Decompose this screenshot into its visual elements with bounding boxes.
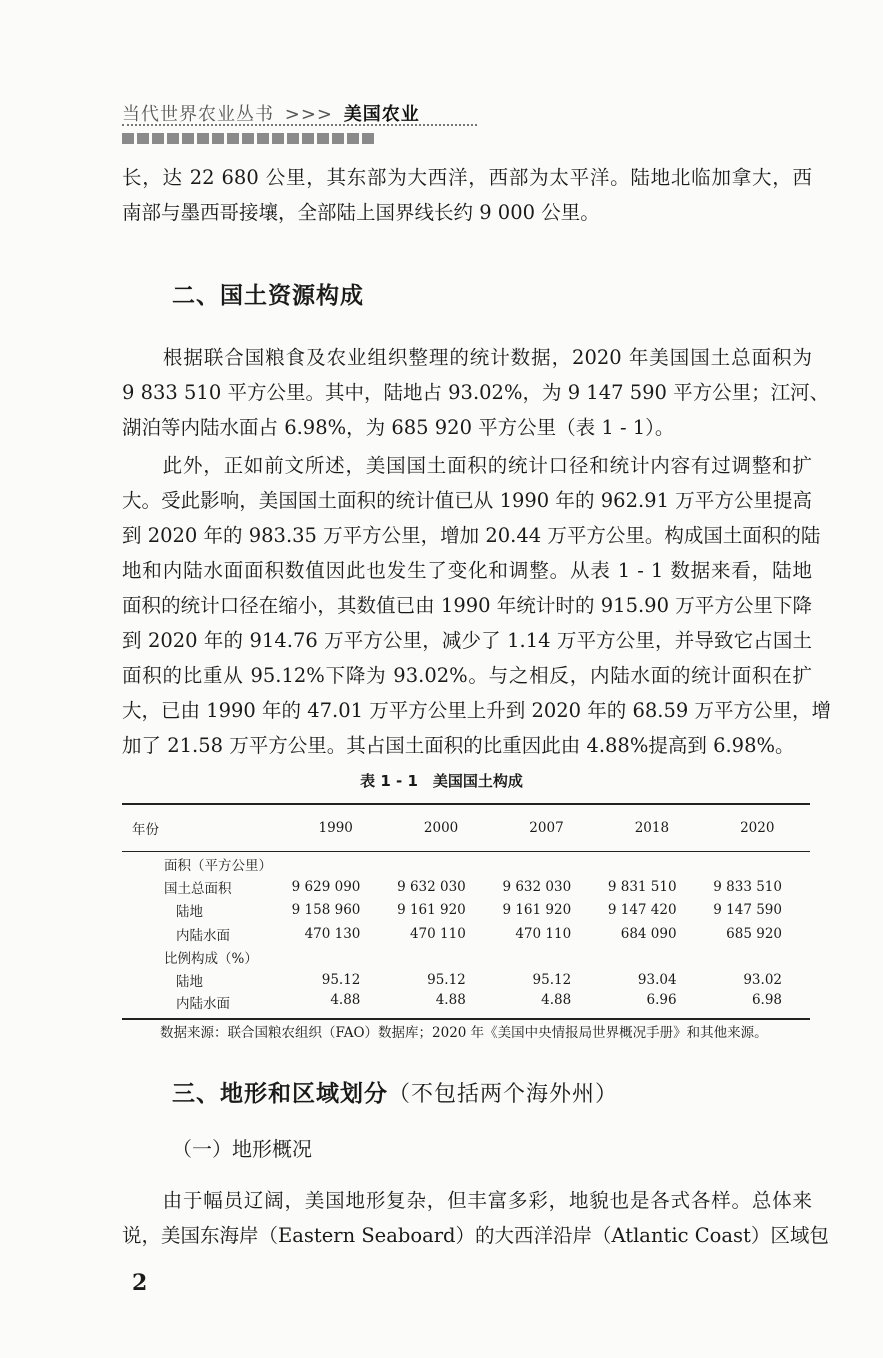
paragraph-3 xyxy=(122,448,831,763)
table-cell xyxy=(494,852,599,876)
table-row xyxy=(122,875,810,898)
table-header-row xyxy=(122,804,810,852)
column-header: 2000 xyxy=(388,804,493,852)
table-cell xyxy=(388,852,493,876)
table-cell: 4.88 xyxy=(283,992,388,1019)
text-line: 大。受此影响，美国国土面积的统计值已从 1990 年的 962.91 万平方公里提高 xyxy=(122,489,812,512)
table-cell: 9 629 090 xyxy=(291,878,361,895)
row-label: 陆地 xyxy=(176,904,203,921)
table-cell: 684 090 xyxy=(620,925,677,942)
text-line: 此外，正如前文所述，美国国土面积的统计口径和统计内容有过调整和扩 xyxy=(122,454,812,477)
table-cell: 93.02 xyxy=(743,972,782,989)
paragraph-1 xyxy=(122,160,812,230)
book-title: 美国农业 xyxy=(343,104,420,125)
land-composition-table xyxy=(122,803,810,1020)
table-cell xyxy=(494,945,599,968)
header-dotted-rule xyxy=(122,124,477,126)
table-cell: 6.96 xyxy=(599,992,704,1019)
table-source-note: 数据来源：联合国粮农组织（FAO）数据库；2020 年《美国中央情报局世界概况手册》和其他来源。 xyxy=(160,1025,768,1041)
text-line: 由于幅员辽阔，美国地形复杂，但丰富多彩，地貌也是各式各样。总体来 xyxy=(122,1189,812,1212)
table-cell xyxy=(705,852,810,876)
table-cell xyxy=(283,852,388,876)
table-cell: 685 920 xyxy=(726,925,782,942)
section-heading-note: （不包括两个海外州） xyxy=(388,1082,619,1107)
table-cell: 6.98 xyxy=(705,992,810,1019)
text-line: 说，美国东海岸（Eastern Seaboard）的大西洋沿岸（Atlantic Coast）区域包 xyxy=(122,1224,829,1247)
page-number: 2 xyxy=(132,1270,148,1296)
section-heading: 二、国土资源构成 xyxy=(172,283,364,309)
text-line: 长，达 22 680 公里，其东部为大西洋，西部为太平洋。陆地北临加拿大，西 xyxy=(122,166,812,189)
table-row xyxy=(122,945,810,968)
text-line: 到 2020 年的 914.76 万平方公里，减少了 1.14 万平方公里，并导致它占国土 xyxy=(122,629,812,652)
table-cell: 9 147 590 xyxy=(713,902,782,919)
table-cell: 95.12 xyxy=(532,972,572,989)
breadcrumb-separator: >>> xyxy=(284,104,333,125)
text-line: 湖泊等内陆水面占 6.98%，为 685 920 平方公里（表 1 - 1）。 xyxy=(122,416,675,439)
table-cell: 9 632 030 xyxy=(502,878,572,895)
text-line: 9 833 510 平方公里。其中，陆地占 93.02%，为 9 147 590 平方公里；江河、 xyxy=(122,381,830,404)
running-head xyxy=(122,100,420,126)
row-label: 内陆水面 xyxy=(176,927,230,944)
table-cell: 95.12 xyxy=(321,972,361,989)
text-line: 大，已由 1990 年的 47.01 万平方公里上升到 2020 年的 68.59 万平方公里，增 xyxy=(122,699,831,722)
table-cell: 9 833 510 xyxy=(713,878,782,895)
text-line: 地和内陆水面面积数值因此也发生了变化和调整。从表 1 - 1 数据来看，陆地 xyxy=(122,559,812,582)
table-cell: 95.12 xyxy=(427,972,466,989)
row-label: 面积（平方公里） xyxy=(164,857,272,874)
table-row xyxy=(122,968,810,991)
section-heading xyxy=(172,1075,618,1108)
table-cell: 4.88 xyxy=(494,992,599,1019)
table-cell: 9 831 510 xyxy=(607,878,677,895)
table-row xyxy=(122,992,810,1019)
table-cell: 9 632 030 xyxy=(397,878,466,895)
row-label: 内陆水面 xyxy=(122,992,283,1019)
table-cell xyxy=(283,945,388,968)
table-cell xyxy=(388,945,493,968)
row-label: 国土总面积 xyxy=(164,880,232,897)
table-cell: 9 161 920 xyxy=(397,902,466,919)
text-line: 根据联合国粮食及农业组织整理的统计数据，2020 年美国国土总面积为 xyxy=(122,346,812,369)
column-header: 2007 xyxy=(494,804,599,852)
column-header: 年份 xyxy=(122,804,283,852)
table-cell: 9 147 420 xyxy=(607,902,677,919)
table-cell xyxy=(705,945,810,968)
row-label: 比例构成（%） xyxy=(164,950,258,967)
table-cell: 9 161 920 xyxy=(502,902,572,919)
table-cell xyxy=(599,852,704,876)
text-line: 面积的统计口径在缩小，其数值已由 1990 年统计时的 915.90 万平方公里下降 xyxy=(122,594,812,617)
table-cell: 470 130 xyxy=(304,925,361,942)
paragraph-2 xyxy=(122,340,830,445)
text-line: 南部与墨西哥接壤，全部陆上国界线长约 9 000 公里。 xyxy=(122,201,600,224)
table-row xyxy=(122,899,810,922)
table-caption: 表 1 - 1 美国国土构成 xyxy=(360,772,523,790)
column-header: 1990 xyxy=(283,804,388,852)
text-line: 面积的比重从 95.12%下降为 93.02%。与之相反，内陆水面的统计面积在扩 xyxy=(122,664,812,687)
text-line: 到 2020 年的 983.35 万平方公里，增加 20.44 万平方公里。构成国土面积的陆 xyxy=(122,524,821,547)
text-line: 加了 21.58 万平方公里。其占国土面积的比重因此由 4.88%提高到 6.98%。 xyxy=(122,734,795,757)
section-heading-text: 三、地形和区域划分 xyxy=(172,1081,388,1107)
series-title: 当代世界农业丛书 xyxy=(122,104,274,125)
header-block-bar xyxy=(122,133,374,144)
column-header: 2020 xyxy=(705,804,810,852)
table-cell xyxy=(599,945,704,968)
column-header: 2018 xyxy=(599,804,704,852)
table-row xyxy=(122,922,810,945)
table-cell: 470 110 xyxy=(515,925,572,942)
table-row xyxy=(122,852,810,876)
table-cell: 4.88 xyxy=(388,992,493,1019)
paragraph-4 xyxy=(122,1183,829,1253)
table-cell: 470 110 xyxy=(409,925,466,942)
subsection-heading: （一）地形概况 xyxy=(172,1137,312,1161)
row-label: 陆地 xyxy=(176,974,203,991)
table-cell: 93.04 xyxy=(637,972,677,989)
table-cell: 9 158 960 xyxy=(291,902,361,919)
